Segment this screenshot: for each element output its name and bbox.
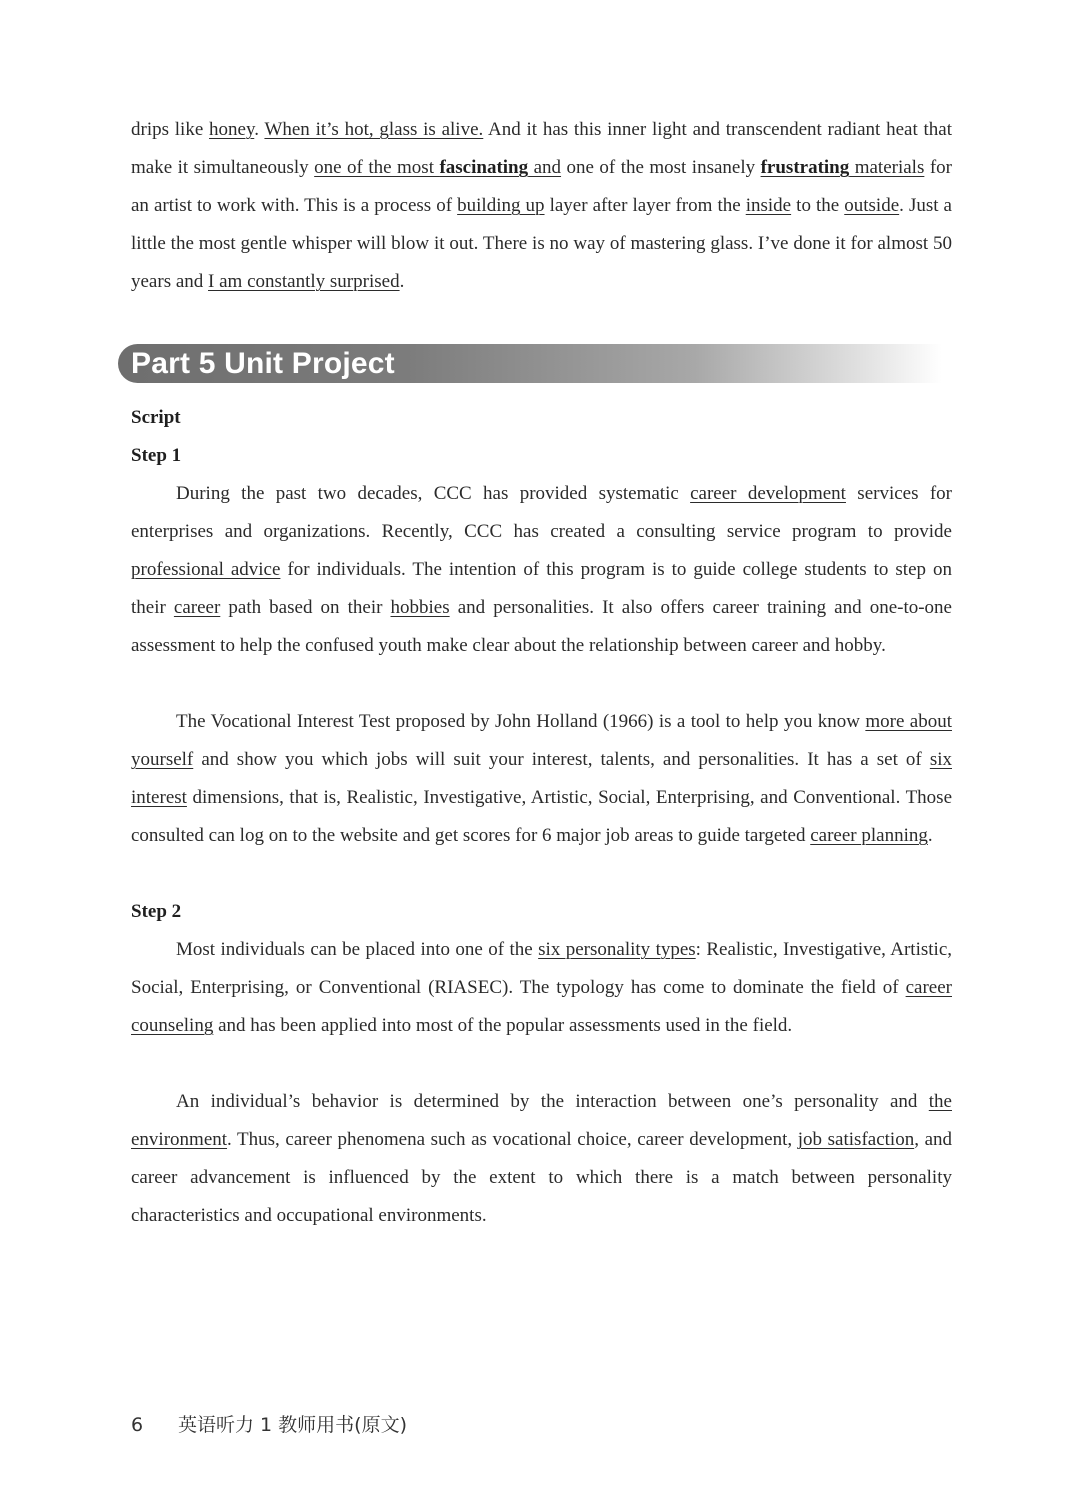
underlined-answer: inside	[745, 195, 792, 216]
text-run: and personalities. It also offers career training and one-to-one assessment to help the confused youth make clear about the relationship between career and hobby.	[131, 597, 952, 656]
section-title: Part 5 Unit Project	[131, 347, 395, 380]
step1-heading: Step 1	[131, 445, 182, 466]
text-run: Most individuals can be placed into one of the	[176, 939, 539, 960]
page-number: 6	[131, 1414, 144, 1436]
underlined-answer: career development	[690, 483, 846, 504]
section-banner	[118, 344, 942, 383]
underlined-answer: hobbies	[390, 597, 450, 618]
underlined-answer	[314, 157, 561, 178]
bold-word: fascinating	[439, 157, 529, 178]
text-run: one of the most	[314, 157, 440, 178]
text-run: .	[399, 271, 405, 292]
text-run: and	[528, 157, 562, 178]
blank-line	[131, 1045, 952, 1083]
step1-paragraph-2	[131, 703, 952, 855]
text-run: dimensions, that is, Realistic, Investigative, Artistic, Social, Enterprising, and Conventional. Those consulted can log on to the website and get scores for 6 major job areas to guide targeted	[131, 787, 952, 846]
underlined-answer: more about yourself	[131, 711, 952, 770]
text-run: services for enterprises and organizations. Recently, CCC has created a consulting service program to provide	[131, 483, 952, 542]
underlined-answer: career planning	[810, 825, 928, 846]
text-run: for individuals. The intention of this program is to guide college students to step on their	[131, 559, 952, 618]
underlined-answer: When it’s hot, glass is alive.	[264, 119, 484, 140]
book-title: 英语听力 1 教师用书(原文)	[178, 1414, 407, 1436]
text-run: .	[254, 119, 265, 140]
underlined-answer: professional advice	[131, 559, 281, 580]
step2-heading: Step 2	[131, 901, 182, 922]
underlined-answer: I am constantly surprised	[208, 271, 400, 292]
underlined-answer: building up	[457, 195, 545, 216]
page-footer	[131, 1410, 407, 1440]
text-run: and has been applied into most of the popular assessments used in the field.	[213, 1015, 793, 1036]
text-run: An individual’s behavior is determined by the interaction between one’s personality and	[176, 1091, 929, 1112]
underlined-answer: six personality types	[538, 939, 696, 960]
blank-line	[131, 855, 952, 893]
step1-paragraph-1	[131, 475, 952, 665]
text-run: During the past two decades, CCC has provided systematic	[176, 483, 691, 504]
underlined-answer: six interest	[131, 749, 952, 808]
script-heading: Script	[131, 407, 181, 428]
bold-word: frustrating	[760, 157, 850, 178]
script-content	[131, 399, 952, 1235]
text-run: . Thus, career phenomena such as vocational choice, career development,	[227, 1129, 798, 1150]
underlined-answer: outside	[844, 195, 900, 216]
text-run: . Just a little the most gentle whisper will blow it out. There is no way of mastering glass. I’ve done it for almost 50 years and	[131, 195, 952, 292]
text-run: , and career advancement is influenced by the extent to which there is a match between personality characteristics and occupational environments.	[131, 1129, 953, 1226]
underlined-answer: career counseling	[131, 977, 952, 1036]
text-run: materials	[849, 157, 925, 178]
text-run: And it has this inner light and transcendent radiant heat that make it simultaneously	[131, 119, 952, 178]
underlined-answer	[761, 157, 925, 178]
underlined-answer: career	[173, 597, 221, 618]
text-run: path based on their	[220, 597, 391, 618]
underlined-answer: job satisfaction	[797, 1129, 915, 1150]
text-run: for an artist to work with. This is a process of	[131, 157, 952, 216]
text-run: drips like	[131, 119, 210, 140]
text-run: and show you which jobs will suit your interest, talents, and personalities. It has a set of	[193, 749, 930, 770]
continuation-paragraph	[131, 111, 952, 301]
step2-paragraph-1	[131, 931, 952, 1045]
text-run: layer after layer from the	[544, 195, 746, 216]
text-run: to the	[791, 195, 845, 216]
underlined-answer: the environment	[131, 1091, 952, 1150]
text-run: The Vocational Interest Test proposed by John Holland (1966) is a tool to help you know	[176, 711, 866, 732]
text-run: .	[927, 825, 933, 846]
step2-paragraph-2	[131, 1083, 952, 1235]
text-run: : Realistic, Investigative, Artistic, Social, Enterprising, or Conventional (RIASEC). The typology has come to dominate the field of	[131, 939, 952, 998]
paragraph-text	[131, 111, 952, 301]
underlined-answer: honey	[209, 119, 255, 140]
text-run: one of the most insanely	[561, 157, 761, 178]
blank-line	[131, 665, 952, 703]
